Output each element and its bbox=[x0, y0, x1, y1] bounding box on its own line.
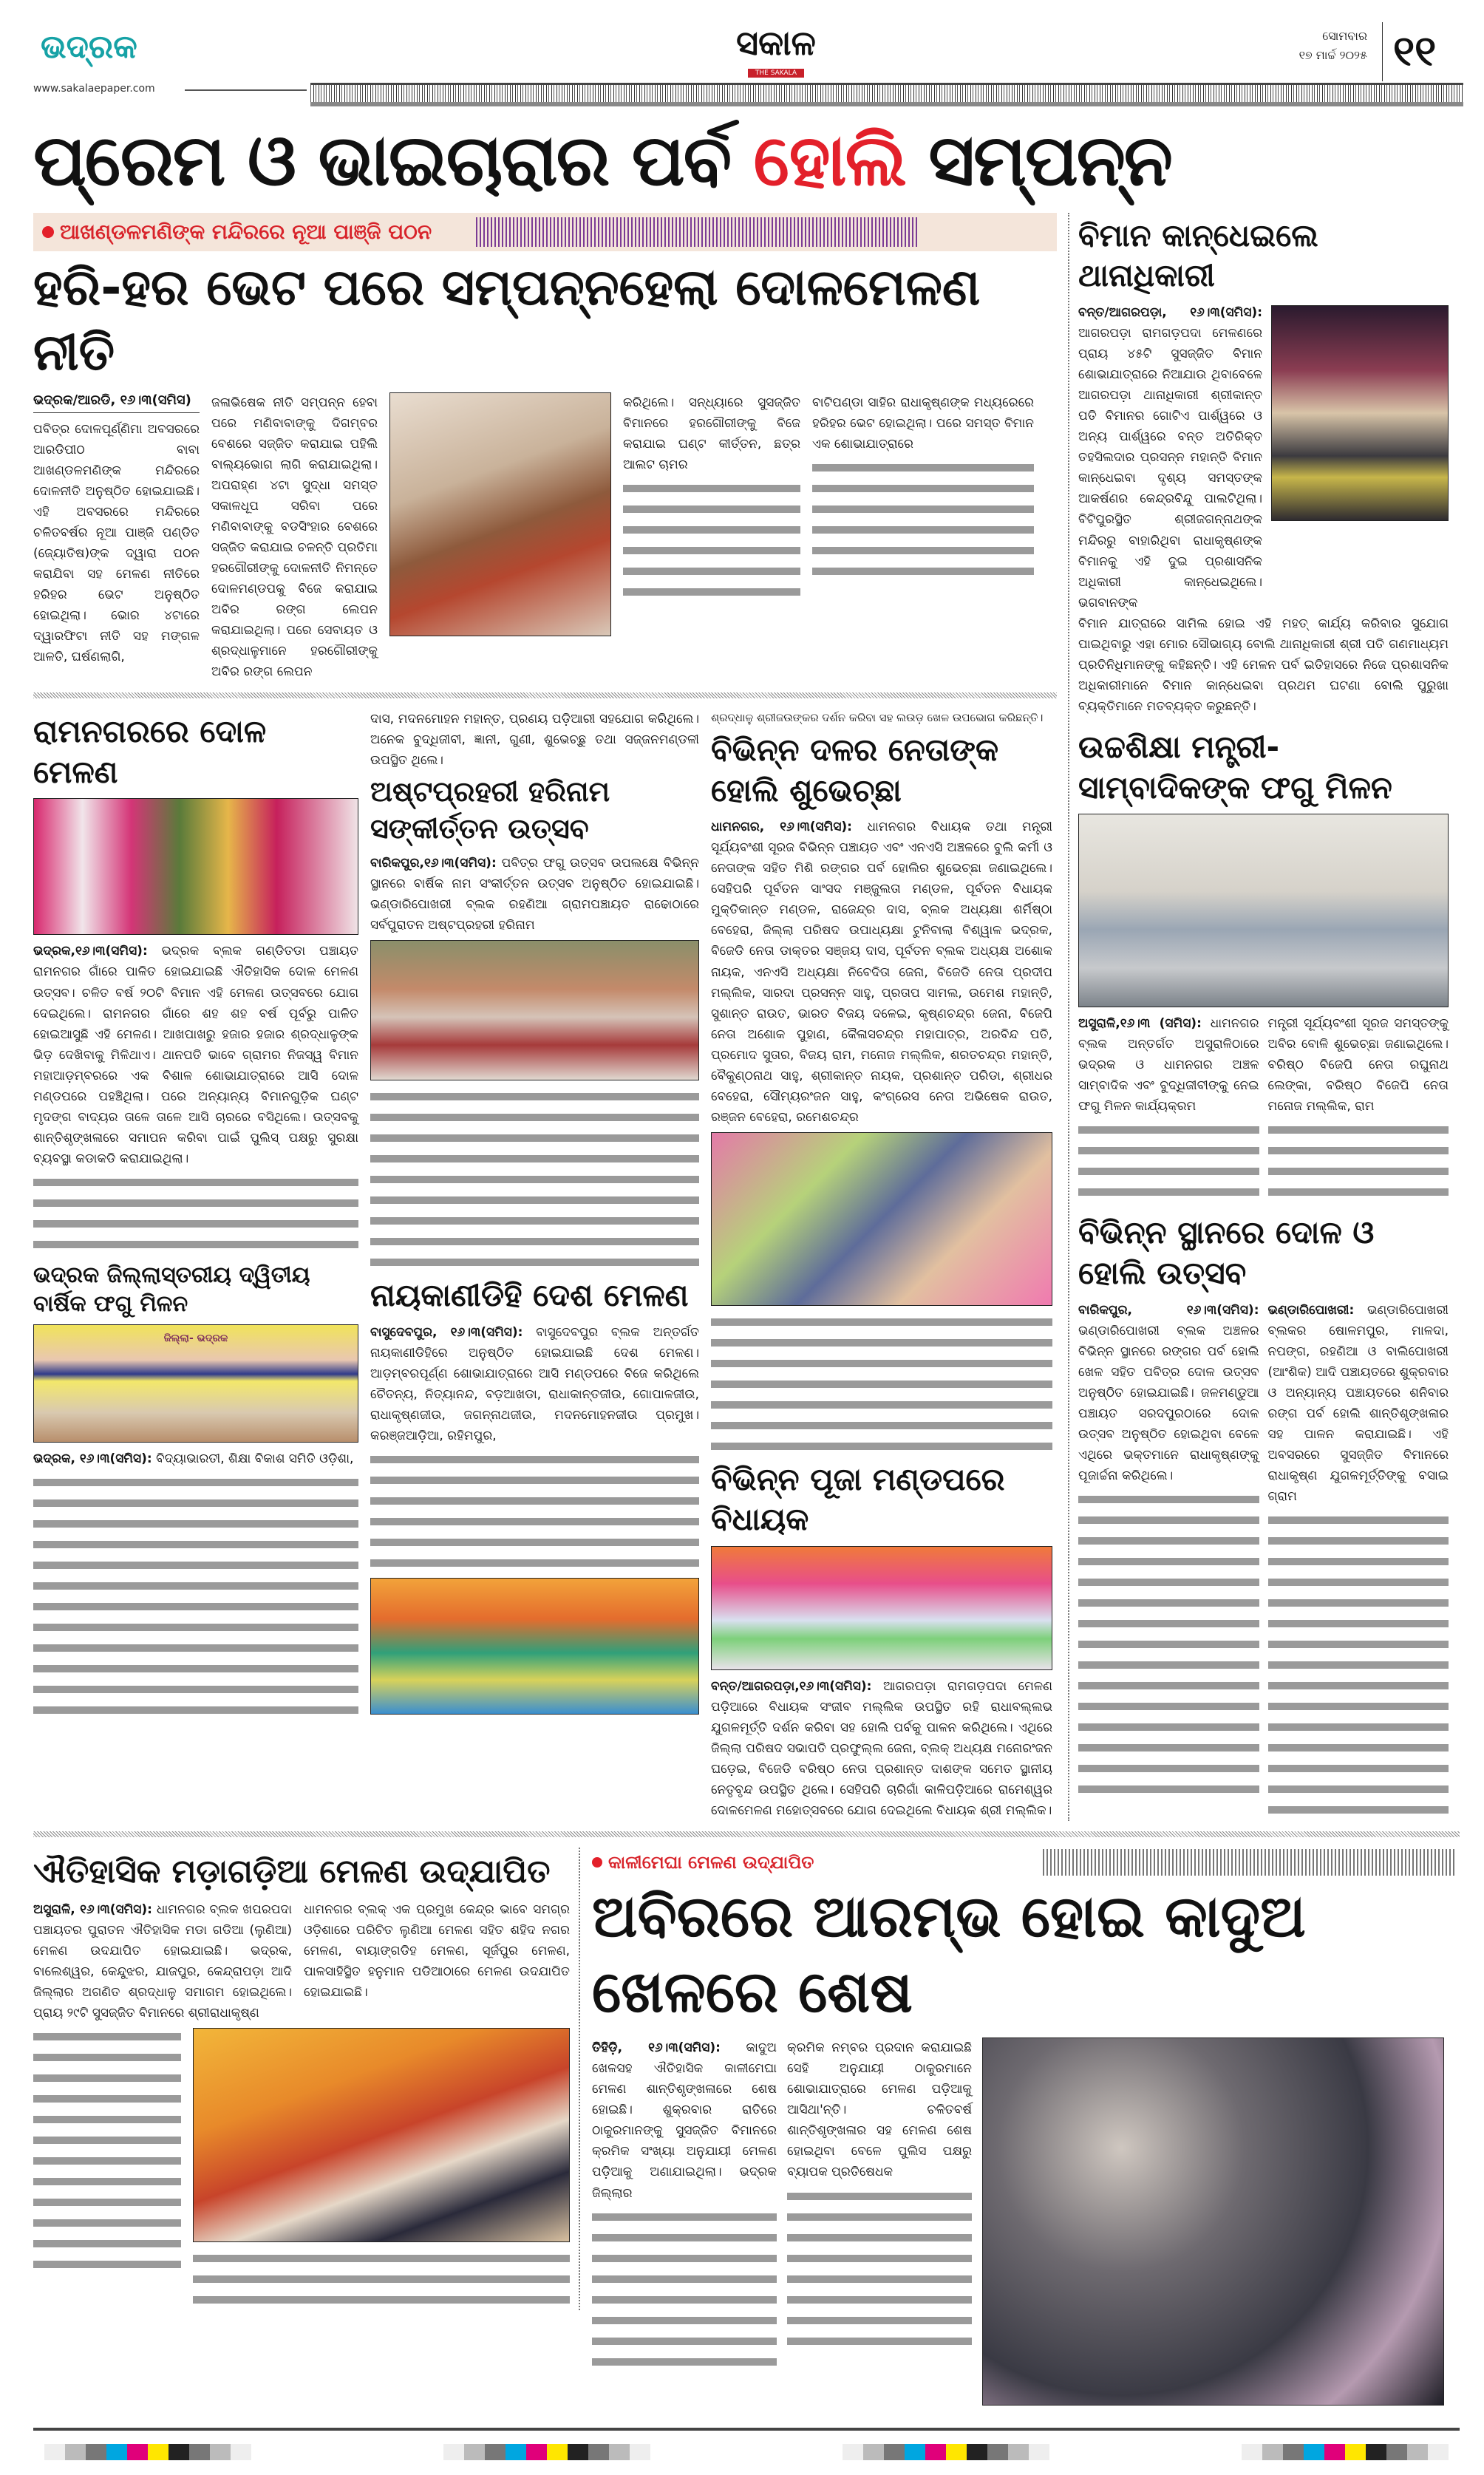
uchcha-headline: ଉଚ୍ଚଶିକ୍ଷା ମନ୍ତ୍ରୀ-ସାମ୍ବାଦିକଙ୍କ ଫଗୁ ମିଳନ bbox=[1078, 728, 1392, 806]
bhandaripokhari-dateline: ଭଣ୍ଡାରିପୋଖରୀ: bbox=[1267, 1302, 1355, 1318]
madagadia-headline: ଐତିହାସିକ ମଡ଼ାଗଡ଼ିଆ ମେଳଣ ଉଦ୍‌ଯାପିତ bbox=[33, 1853, 551, 1891]
text-continuation bbox=[787, 2186, 972, 2352]
bibhinna-sthana-headline: ବିଭିନ୍ନ ସ୍ଥାନରେ ଦୋଳ ଓ ହୋଲି ଉତ୍ସବ bbox=[1078, 1214, 1375, 1291]
lead-col4: ବାଟିପଣ୍ଡା ସାହିର ରାଧାକୃଷ୍ଣଙ୍କ ମଧ୍ୟରେରେ ହରିହର ଭେଟ ହୋଇଥିଲା। ପରେ ସମସ୍ତ ବିମାନ ଏକ ଶୋଭାଯାତ୍ରାରେ bbox=[812, 395, 1034, 452]
kalimegha-col1: କାଦୁଅ ଖେଳସହ ଐତିହାସିକ କାଳୀମେଘା ମେଳଣ ଶାନ୍ତିଶୃଙ୍ଖଳାରେ ଶେଷ ହୋଇଛି। ଶୁକ୍ରବାର ରାତିରେ ଠାକୁରମାନଙ୍କୁ ସୁସଜ୍ଜିତ ବିମାନରେ କ୍ରମିକ ସଂଖ୍ୟା ଅନୁଯାୟୀ ମେଳଣ ପଡ଼ିଆକୁ ଅଣାଯାଇଥିଲା। ଭଦ୍ରକ ଜିଲ୍ଲାର bbox=[592, 2040, 777, 2201]
kalimegha-dateline: ତିହିଡ଼ି, ୧୬।୩(ସମିସ): bbox=[592, 2040, 721, 2056]
madagadia-story bbox=[33, 1848, 580, 2309]
print-color-bar bbox=[44, 2444, 251, 2460]
column-c bbox=[711, 709, 1052, 1821]
kalimegha-kicker bbox=[592, 1848, 1457, 1877]
page-number: ୧୧ bbox=[1382, 22, 1463, 81]
decorative-bars bbox=[1043, 1849, 1457, 1876]
bottom-section bbox=[33, 1848, 1460, 2406]
text-continuation bbox=[370, 1449, 699, 1573]
headline-part2: ସମ୍ପନ୍ନ bbox=[928, 119, 1171, 202]
upper-section bbox=[33, 213, 1460, 1822]
kalimegha-column-2 bbox=[787, 2037, 972, 2351]
section-divider bbox=[33, 692, 1057, 698]
text-continuation bbox=[1268, 1510, 1449, 1820]
section-logo: ଭଦ୍ରକ bbox=[41, 28, 137, 66]
ashtaprahari-dateline: ବାରିକପୁର,୧୬।୩(ସମିସ): bbox=[370, 856, 497, 871]
website-url[interactable]: www.sakalaepaper.com bbox=[33, 83, 155, 95]
bibhinna-sthana-dateline: ବାରିକପୁର, ୧୬।୩(ସମିସ): bbox=[1078, 1302, 1259, 1318]
lead-column-1 bbox=[33, 392, 200, 668]
bibhinna-sthana-col2: ଭଣ୍ଡାରିପୋଖରୀ ବ୍ଲକର ଷୋଳମପୁର, ମାଳଦା, ନପଙ୍ଗ, ରହଣିଆ ଓ ବାଲିପୋଖରୀ (ଆଂଶିକ) ଆଦି ପଞ୍ଚାୟତରେ ଶୁକ୍ରବାର ଓ ଅନ୍ୟାନ୍ୟ ପଞ୍ଚାୟତରେ ଶନିବାର ରଙ୍ଗ ପର୍ବ ହୋଲି ଶାନ୍ତିଶୃଙ୍ଖଳାର ସହ ପାଳନ କରାଯାଇଛି। ଏହି ଅବସରରେ ସୁସଜ୍ଜିତ ବିମାନରେ ରାଧାକୃଷ୍ଣ ଯୁଗଳମୂର୍ତ୍ତିଙ୍କୁ ବସାଇ ଗ୍ରାମ bbox=[1267, 1302, 1449, 1504]
nayakanidihi-body: ବାସୁଦେବପୁର ବ୍ଲକ ଅନ୍ତର୍ଗତ ନାୟକାଣୀଡିହିରେ ଅନୁଷ୍ଠିତ ହୋଇଯାଇଛି ଦେଶ ମେଳଣ। ଆଡ଼ମ୍ବରପୂର୍ଣ୍ଣ ଶୋଭାଯାତ୍ରାରେ ଆସି ମଣ୍ଡପରେ ବିଜେ କରିଥିଲେ ଚୈତନ୍ୟ, ନିତ୍ୟାନନ୍ଦ, ବଡ଼ଆଖଡା, ରାଧାକାନ୍ତଜୀଉ, ଗୋପାଳଜୀଉ, ରାଧାକୃଷ୍ଣଜୀଉ, ଜଗନ୍ନାଥଜୀଉ, ମଦନମୋହନଜୀଉ ପ୍ରମୁଖ। କରଞ୍ଜଆଡ଼ିଆ, ରହିମପୁର, bbox=[370, 1324, 700, 1444]
bibhinna-sthana-column-2 bbox=[1268, 1300, 1449, 1820]
dal-neta-dateline: ଧାମନଗର, ୧୬।୩(ସମିସ): bbox=[711, 820, 852, 835]
right-column bbox=[1068, 213, 1449, 1822]
text-continuation bbox=[193, 2248, 570, 2310]
ramnagar-body: ଭଦ୍ରକ ବ୍ଲକ ଗଣ୍ଡିତଡା ପଞ୍ଚାୟତ ରାମନଗର ଗାଁରେ ପାଳିତ ହୋଇଯାଇଛି ଐତିହାସିକ ଦୋଳ ମେଳଣ ଉତ୍ସବ। ଚଳିତ ବର୍ଷ ୨୦ଟି ବିମାନ ଏହି ମେଳଣ ଉତ୍ସବରେ ଯୋଗ ଦେଇଥିଲେ। ରାମନଗର ଗାଁରେ ଶହ ଶହ ବର୍ଷ ପୂର୍ବରୁ ପାଳିତ ହୋଇଆସୁଛି ଏହି ମେଳଣ। ଆଖପାଖରୁ ହଜାର ହଜାର ଶ୍ରଦ୍ଧାଳୁଙ୍କ ଭିଡ଼ ଦେଖିବାକୁ ମିଳିଥାଏ। ଥାନପତି ଭାବେ ଗ୍ରାମର ନିଜସ୍ୱ ବିମାନ ମହାଆଡ଼ମ୍ବରରେ ଏକ ବିଶାଳ ଶୋଭାଯାତ୍ରାରେ ଆସି ଦୋଳ ମଣ୍ଡପରେ ପହଞ୍ଚିଥିଲା। ପରେ ଅନ୍ୟାନ୍ୟ ବିମାନଗୁଡ଼ିକ ଘଣ୍ଟ ମୃଦଙ୍ଗ ବାଦ୍ୟର ତାଳେ ତାଳେ ଆସି ଚାରରେ ବସିଥିଲେ। ଉତ୍ସବକୁ ଶାନ୍ତିଶୃଙ୍ଖଳାରେ ସମାପନ କରିବା ପାଇଁ ପୁଲିସ୍ ପକ୍ଷରୁ ସୁରକ୍ଷା ବ୍ୟବସ୍ଥା କଡାକଡି କରାଯାଇଥିଲା। bbox=[33, 944, 358, 1166]
text-continuation bbox=[592, 2207, 777, 2372]
kalimegha-body-row bbox=[592, 2037, 1457, 2406]
bibhinna-sthana-col1: ଭଣ୍ଡାରିପୋଖରୀ ବ୍ଲକ ଅଞ୍ଚଳର ବିଭିନ୍ନ ସ୍ଥାନରେ ରଙ୍ଗର ପର୍ବ ହୋଲି ଖେଳ ସହିତ ପବିତ୍ର ଦୋଳ ଉତ୍ସବ ଅନୁଷ୍ଠିତ ହୋଇଯାଇଛି। ଜଳମଣ୍ଡୁଆ ପଞ୍ଚାୟତ ସରଦପୁରଠାରେ ଦୋଳ ଉତ୍ସବ ଅନୁଷ୍ଠିତ ହୋଇଥିବା ବେଳେ ଏଥିରେ ଭକ୍ତମାନେ ରାଧାକୃଷ୍ଣଙ୍କୁ ପୂଜାର୍ଚ୍ଚନା କରିଥିଲେ। bbox=[1078, 1323, 1259, 1483]
print-color-bar bbox=[443, 2444, 650, 2460]
banner-text: ଜିଲ୍ଲା- ଭଦ୍ରକ bbox=[163, 1332, 228, 1344]
uchcha-column-1 bbox=[1078, 1013, 1259, 1202]
ashtaprahari-body: ପବିତ୍ର ଫଗୁ ଉତ୍ସବ ଉପଲକ୍ଷେ ବିଭିନ୍ନ ସ୍ଥାନରେ ବାର୍ଷିକ ନାମ ସଂକୀର୍ତ୍ତନ ଉତ୍ସବ ଅନୁଷ୍ଠିତ ହୋଇଯାଇଛି। ଭଣ୍ଡାରିପୋଖରୀ ବ୍ଲକ ରହଣିଆ ଗ୍ରାମପଞ୍ଚାୟତ ରାଢୋଠାରେ ସର୍ବପୁରାତନ ଅଷ୍ଟପ୍ରହରୀ ହରିନାମ bbox=[370, 856, 699, 933]
puja-mandap-dateline: ବନ୍ତ/ଆଗରପଡ଼ା,୧୬।୩(ସମିସ): bbox=[711, 1679, 872, 1695]
puja-mandap-headline: ବିଭିନ୍ନ ପୂଜା ମଣ୍ଡପରେ ବିଧାୟକ bbox=[711, 1460, 1005, 1538]
puja-mandap-body: ଆଗରପଡ଼ା ରାମଗଡ଼ପଦା ମେଳଣ ପଡ଼ିଆରେ ବିଧାୟକ ସଂଜୀବ ମଲ୍ଲିକ ଉପସ୍ଥିତ ରହି ରାଧାବଲ୍ଲଭ ଯୁଗଳମୂର୍ତ୍ତି ଦର୍ଶନ କରିବା ସହ ହୋଲି ପର୍ବକୁ ପାଳନ କରିଥିଲେ। ଏଥିରେ ଜିଲ୍ଲା ପରିଷଦ ସଭାପତି ପ୍ରଫୁଲ୍ଲ ଜେନା, ବ୍ଲକ୍ ଅଧ୍ୟକ୍ଷ ମନୋରଂଜନ ଘଡ଼େଇ, ବିଜେଡି ବରିଷ୍ଠ ନେତା ପ୍ରଶାନ୍ତ ଦାଶଙ୍କ ସମେତ ସ୍ଥାନୀୟ ନେତୃବୃନ୍ଦ ଉପସ୍ଥିତ ଥିଲେ। ସେହିପରି ଚାରିଗାଁ କାଳିପଡ଼ିଆରେ ରାମେଶ୍ୱର ଦୋଳମେଳଣ ମହୋତ୍ସବରେ ଯୋଗ ଦେଇଥିଲେ ବିଧାୟକ ଶ୍ରୀ ମଲ୍ଲିକ। bbox=[711, 1679, 1052, 1819]
biman-headline: ବିମାନ କାନ୍ଧେଇଲେ ଥାନାଧିକାରୀ bbox=[1078, 217, 1318, 294]
text-continuation bbox=[1078, 1489, 1259, 1800]
biman-body-row bbox=[1078, 302, 1449, 613]
nayakanidihi-photo bbox=[370, 1578, 699, 1715]
phagu-milan-headline: ଭଦ୍ରକ ଜିଲ୍ଲାସ୍ତରୀୟ ଦ୍ୱିତୀୟ ବାର୍ଷିକ ଫଗୁ ମିଳନ bbox=[33, 1262, 310, 1317]
bibhinna-sthana-column-1 bbox=[1078, 1300, 1259, 1800]
dal-neta-photo bbox=[711, 1132, 1052, 1306]
biman-dateline: ବନ୍ତ/ଆଗରପଡ଼ା, ୧୬।୩(ସମିସ): bbox=[1078, 304, 1262, 320]
madagadia-photo-column bbox=[193, 2023, 570, 2310]
print-color-bar bbox=[1242, 2444, 1449, 2460]
madagadia-photo bbox=[193, 2028, 570, 2242]
bibhinna-sthana-body-row bbox=[1078, 1300, 1449, 1820]
ramnagar-photo bbox=[33, 798, 358, 935]
page-headline bbox=[33, 115, 1460, 207]
madagadia-lower-row bbox=[33, 2023, 570, 2310]
ramnagar-headline: ରାମନଗରରେ ଦୋଳ ମେଳଣ bbox=[33, 713, 267, 790]
dal-neta-headline: ବିଭିନ୍ନ ଦଳର ନେତାଙ୍କ ହୋଲି ଶୁଭେଚ୍ଛା bbox=[711, 731, 999, 808]
text-continuation bbox=[1078, 1120, 1259, 1202]
kalimegha-photo bbox=[982, 2037, 1444, 2406]
nayakanidihi-dateline: ବାସୁଦେବପୁର, ୧୬।୩(ସମିସ): bbox=[370, 1324, 523, 1340]
print-color-bars bbox=[33, 2431, 1460, 2475]
kalimegha-column-1 bbox=[592, 2037, 777, 2372]
second-row bbox=[33, 709, 1057, 1821]
lead-kicker bbox=[33, 213, 1057, 251]
kalimegha-col2: କ୍ରମିକ ନମ୍ବର ପ୍ରଦାନ କରାଯାଇଛି ସେହି ଅନୁଯାୟୀ ଠାକୁରମାନେ ଶୋଭାଯାତ୍ରାରେ ମେଳଣ ପଡ଼ିଆକୁ ଆସିଥା'ନ୍ତି। ଚଳିତବର୍ଷ ଶାନ୍ତିଶୃଙ୍ଖଳାର ସହ ମେଳଣ ଶେଷ ହୋଇଥିବା ବେଳେ ପୁଲିସ ପକ୍ଷରୁ ବ୍ୟାପକ ପ୍ରତିଷେଧକ bbox=[787, 2040, 972, 2180]
column-a bbox=[33, 709, 358, 1720]
ashtaprahari-headline: ଅଷ୍ଟପ୍ରହରୀ ହରିନାମ ସଙ୍କୀର୍ତ୍ତନ ଉତ୍ସବ bbox=[370, 775, 610, 845]
lead-story-body bbox=[33, 392, 1057, 683]
kicker-text: ଆଖଣ୍ଡଳମଣିଙ୍କ ମନ୍ଦିରରେ ନୂଆ ପାଞ୍ଜି ପଠନ bbox=[60, 219, 432, 245]
text-continuation bbox=[812, 457, 1034, 582]
dal-neta-body: ଧାମନଗର ବିଧାୟକ ତଥା ମନ୍ତ୍ରୀ ସୂର୍ଯ୍ୟବଂଶୀ ସୂରଜ ବିଭିନ୍ନ ପଞ୍ଚାୟତ ଏବଂ ଏନଏସି ଅଞ୍ଚଳରେ ବୁଲି କର୍ମୀ ଓ ନେତାଙ୍କ ସହିତ ମିଶି ରଙ୍ଗର ପର୍ବ ହୋଲିର ଶୁଭେଚ୍ଛା ଜଣାଇଥିଲେ। ସେହିପରି ପୂର୍ବତନ ସାଂସଦ ମଞ୍ଜୁଲତା ମଣ୍ଡଳ, ପୂର୍ବତନ ବିଧାୟକ ମୁକ୍ତିକାନ୍ତ ମଣ୍ଡଳ, ରାଜେନ୍ଦ୍ର ଦାସ, ବ୍ଲକ ଅଧ୍ୟକ୍ଷା ଶର୍ମିଷ୍ଠା ବେହେରା, ଜିଲ୍ଲା ପରିଷଦ ଉପାଧ୍ୟକ୍ଷା ଟୁନିବାଲା ବିଶ୍ୱାଳ ଭଦ୍ରକ, ବିଜେଡି ନେତା ଡାକ୍ତର ସଞ୍ଜୟ ଦାସ, ପୂର୍ବତନ ବ୍ଲକ ଅଧ୍ୟକ୍ଷ ଅଶୋକ ନାୟକ, ଏନଏସି ଅଧ୍ୟକ୍ଷା ନିବେଦିତା ଜେନା, ବିଜେଡି ନେତା ପ୍ରଦୀପ ମଲ୍ଲିକ, ସାରଦା ପ୍ରସନ୍ନ ସାହୁ, ପ୍ରତାପ ସାମଲ, ଉମେଶ ମହାନ୍ତି, ସୁଶାନ୍ତ ରାଉତ, ଭାରତ ବିଜୟ ଦଳେଇ, କୃଷ୍ଣଚନ୍ଦ୍ର ଜେନା, ବିଜେପି ନେତା ଅଶୋକ ପୁହାଣ, କୈଳାସଚନ୍ଦ୍ର ମହାପାତ୍ର, ଅରବିନ୍ଦ ପତି, ପ୍ରମୋଦ ସୁତାର, ବିଜୟ ରାମ, ମନୋଜ ମଲ୍ଲିକ, ଶରତଚନ୍ଦ୍ର ମହାନ୍ତି, ବୈକୁଣ୍ଠନାଥ ସାହୁ, ଶ୍ରୀକାନ୍ତ ନାୟକ, ପ୍ରଶାନ୍ତ ପରିଡା, ଶ୍ରୀଧର ବେହେରା, ସୌମ୍ୟରଂଜନ ସାହୁ, କଂଗ୍ରେସ ନେତା ଅଭିଷେକ ରାଉତ, ରଞ୍ଜନ ବେହେରା, ରମେଶଚନ୍ଦ୍ର bbox=[711, 820, 1052, 1125]
bullet-icon bbox=[42, 226, 54, 238]
text-continuation bbox=[1268, 1120, 1449, 1202]
text-continuation bbox=[370, 1086, 699, 1273]
madagadia-col2: ଧାମନଗର ବ୍ଲକ୍ ଏକ ପ୍ରମୁଖ କେନ୍ଦ୍ର ଭାବେ ସମଗ୍ର ଓଡ଼ିଶାରେ ପରିଚିତ ଲୁଣିଆ ମେଳଣ ସହିତ ଶହିଦ ନଗର ମେଳଣ, ବାୟାଙ୍ଗଡିହ ମେଳଣ, ସୂର୍ଜପୁର ମେଳଣ, ପାଳସାହିସ୍ଥିତ ହନୁମାନ ପଡିଆଠାରେ ମେଳଣ ଉଦଯାପିତ ହୋଇଯାଇଛି। bbox=[304, 1902, 570, 2000]
section-divider bbox=[33, 1831, 1460, 1837]
kalimegha-story bbox=[592, 1848, 1457, 2406]
uchcha-col1: ଧାମନଗର ବ୍ଲକ ଅନ୍ତର୍ଗତ ଅସୁରାଳିଠାରେ ଭଦ୍ରକ ଓ ଧାମନଗର ଅଞ୍ଚଳ ସାମ୍ବାଦିକ ଏବଂ ବୁଦ୍ଧିଜୀବୀଙ୍କୁ ନେଇ ଫଗୁ ମିଳନ କାର୍ଯ୍ୟକ୍ରମ bbox=[1078, 1016, 1259, 1114]
text-continuation bbox=[33, 2026, 181, 2275]
ashtaprahari-photo bbox=[370, 940, 699, 1080]
text-continuation bbox=[33, 1472, 358, 1720]
continued-body: ଦାସ, ମଦନମୋହନ ମହାନ୍ତ, ପ୍ରଣୟ ପଡ଼ିଆରୀ ସହଯୋଗ କରିଥିଲେ। ଅନେକ ବୁଦ୍ଧିଜୀବୀ, ଜ୍ଞାନୀ, ଗୁଣୀ, ଶୁଭେଚ୍ଛୁ ତଥା ସଜ୍ଜନମଣ୍ଡଳୀ ଉପସ୍ଥିତ ଥିଲେ। bbox=[370, 712, 699, 769]
lead-col3: କରିଥିଲେ। ସନ୍ଧ୍ୟାରେ ସୁସଜ୍ଜିତ ବିମାନରେ ହରଗୌରୀଙ୍କୁ ବିଜେ କରାଯାଇ ଘଣ୍ଟ କୀର୍ତ୍ତନ, ଛତ୍ର ଆଲଟ ଚାମର bbox=[623, 395, 800, 472]
lead-column-4 bbox=[812, 392, 1034, 582]
decorative-bars bbox=[476, 217, 919, 247]
kalimegha-headline: ଅବିରରେ ଆରମ୍ଭ ହୋଇ କାଦୁଅ ଖେଳରେ ଶେଷ bbox=[592, 1884, 1306, 2026]
lead-dateline: ଭଦ୍ରକ/ଆରଡି, ୧୬।୩(ସମିସ) bbox=[33, 392, 200, 413]
madagadia-dateline: ଅସୁରାଳି, ୧୬।୩(ସମିସ): bbox=[33, 1902, 152, 1917]
phagu-milan-dateline: ଭଦ୍ରକ, ୧୬।୩(ସମିସ): bbox=[33, 1451, 152, 1466]
masthead-name: ସକାଳ bbox=[736, 23, 816, 63]
text-continuation bbox=[623, 478, 800, 602]
bullet-icon bbox=[592, 1857, 602, 1868]
headline-part1: ପ୍ରେମ ଓ ଭାଇଚାରାର ପର୍ବ bbox=[33, 119, 731, 202]
uchcha-dateline: ଅସୁରାଳି,୧୬।୩ (ସମିସ): bbox=[1078, 1016, 1202, 1032]
column-b bbox=[370, 709, 699, 1720]
phagu-milan-photo bbox=[33, 1324, 358, 1443]
dal-neta-lead-in: ଶ୍ରଦ୍ଧାଳୁ ଶ୍ରୀଜଉଙ୍କର ଦର୍ଶନ କରିବା ସହ ଲଉଡ଼ ଖେଳ ଉପଭୋଗ କରିଛନ୍ତି। bbox=[711, 711, 1044, 725]
lead-col2: ଜଳାଭିଷେକ ନୀତି ସମ୍ପନ୍ନ ହେବା ପରେ ମଣିବାବାଙ୍କୁ ଦିଗମ୍ବର ବେଶରେ ସଜ୍ଜିତ କରାଯାଇ ପହିଲି ବାଲ୍ୟଭୋଗ ଲାଗି କରାଯାଇଥିଲା। ଅପରାହ୍ଣ ୪ଟା ସୁଦ୍ଧା ସମସ୍ତ ସକାଳଧୂପ ସରିବା ପରେ ମଣିବାବାଙ୍କୁ ବଡସିଂହାର ବେଶରେ ସଜ୍ଜିତ କରାଯାଇ ଚଳନ୍ତି ପ୍ରତିମା ହରଗୌରୀଙ୍କୁ ଦୋଳନୀତି ନିମନ୍ତେ ଦୋଳମଣ୍ଡପକୁ ବିଜେ କରାଯାଇ ଅବିର ରଙ୍ଗ ଲେପନ କରାଯାଇଥିଲା। ପରେ ସେବାୟତ ଓ ଶ୍ରଦ୍ଧାଳୁମାନେ ହରଗୌରୀଙ୍କୁ ଅବିର ରଙ୍ଗ ଲେପନ bbox=[211, 395, 378, 680]
lead-headline: ହରି-ହର ଭେଟ ପରେ ସମ୍ପନ୍ନହେଲା ଦୋଳମେଳଣ ନୀତି bbox=[33, 258, 981, 383]
headline-highlight: ହୋଲି bbox=[753, 119, 905, 202]
puja-mandap-photo bbox=[711, 1546, 1052, 1670]
uchcha-column-2 bbox=[1268, 1013, 1449, 1202]
madagadia-body-row bbox=[33, 1899, 570, 2023]
kicker-text: କାଳୀମେଘା ମେଳଣ ଉଦ୍‌ଯାପିତ bbox=[608, 1851, 814, 1873]
phagu-milan-body: ବିଦ୍ୟାଭାରତୀ, ଶିକ୍ଷା ବିକାଶ ସମିତି ଓଡ଼ିଶା, bbox=[156, 1451, 354, 1466]
biman-photo bbox=[1271, 305, 1449, 521]
lead-col1: ପବିତ୍ର ଦୋଳପୂର୍ଣ୍ଣିମା ଅବସରରେ ଆରଡିପୀଠ ବାବା ଆଖଣ୍ଡଳମଣିଙ୍କ ମନ୍ଦିରରେ ଦୋଳନୀତି ଅନୁଷ୍ଠିତ ହୋଇଯାଇଛି। ଏହି ଅବସରରେ ମନ୍ଦିରରେ ଚଳିତବର୍ଷର ନୂଆ ପାଞ୍ଜି ପଣ୍ଡିତ (ଜ୍ୟୋତିଷ)ଙ୍କ ଦ୍ୱାରା ପଠନ କରାଯିବା ସହ ମେଳଣ ନୀତିରେ ହରିହର ଭେଟ ଅନୁଷ୍ଠିତ ହୋଇଥିଲା। ଭୋର ୪ଟାରେ ଦ୍ୱାରଫିଟା ନୀତି ସହ ମଙ୍ଗଳ ଆଳତି, ଘର୍ଷଣଲାଗି, bbox=[33, 421, 200, 665]
nayakanidihi-headline: ନାୟକାଣୀଡିହି ଦେଶ ମେଳଣ bbox=[370, 1277, 689, 1314]
left-area bbox=[33, 213, 1057, 1822]
uchcha-photo bbox=[1078, 814, 1449, 1007]
ramnagar-dateline: ଭଦ୍ରକ,୧୬।୩(ସମିସ): bbox=[33, 944, 148, 959]
biman-body: ଆଗରପଡ଼ା ରାମଗଡ଼ପଦା ମେଳଣରେ ପ୍ରାୟ ୪୫ଟି ସୁସଜ୍ଜିତ ବିମାନ ଶୋଭାଯାତ୍ରାରେ ନିଆଯାଉ ଥିବାବେଳେ ଆଗରପଡ଼ା ଥାନାଧିକାରୀ ଶ୍ରୀକାନ୍ତ ପତି ବିମାନର ଗୋଟିଏ ପାର୍ଶ୍ୱରେ ଓ ଅନ୍ୟ ପାର୍ଶ୍ୱରେ ବନ୍ତ ଅତିରିକ୍ତ ତହସିଲଦାର ପ୍ରସନ୍ନ ମହାନ୍ତି ବିମାନ କାନ୍ଧେଇବା ଦୃଶ୍ୟ ସମସ୍ତଙ୍କ ଆକର୍ଷଣର କେନ୍ଦ୍ରବିନ୍ଦୁ ପାଲଟିଥିଲା। ବିଟିପୁରସ୍ଥିତ ଶ୍ରୀଜଗନ୍ନାଥଙ୍କ ମନ୍ଦିରରୁ ବାହାରିଥିବା ରାଧାକୃଷ୍ଣଙ୍କ ବିମାନକୁ ଏହି ଦୁଇ ପ୍ରଶାସନିକ ଅଧିକାରୀ କାନ୍ଧେଇଥିଲେ। ଭଗବାନଙ୍କ bbox=[1078, 326, 1262, 610]
masthead-subtitle: THE SAKALA bbox=[748, 69, 804, 78]
print-color-bar bbox=[843, 2444, 1049, 2460]
text-continuation bbox=[33, 1172, 358, 1255]
text-continuation bbox=[711, 1312, 1052, 1457]
date: ୧୭ ମାର୍ଚ୍ଚ ୨୦୨୫ bbox=[1298, 48, 1367, 62]
uchcha-body-row bbox=[1078, 1013, 1449, 1202]
madagadia-col1: ଧାମନଗର ବ୍ଲକ ଖପରପଦା ପଞ୍ଚାୟତର ପୁରାତନ ଐତିହାସିକ ମଡା ଗଡିଆ (ଲୁଣିଆ) ମେଳଣ ଉଦଯାପିତ ହୋଇଯାଇଛି। ଭଦ୍ରକ, ବାଲେଶ୍ୱର, କେନ୍ଦୁଝର, ଯାଜପୁର, କେନ୍ଦ୍ରାପଡ଼ା ଆଦି ଜିଲ୍ଲାର ଅଗଣିତ ଶ୍ରଦ୍ଧାଳୁ ସମାଗମ ହୋଇଥିଲେ। ପ୍ରାୟ ୨୯ଟି ସୁସଜ୍ଜିତ ବିମାନରେ ଶ୍ରୀରାଧାକୃଷ୍ଣ bbox=[33, 1902, 292, 2020]
lead-column-3 bbox=[623, 392, 800, 602]
uchcha-col2: ମନ୍ତ୍ରୀ ସୂର୍ଯ୍ୟବଂଶୀ ସୂରଜ ସମସ୍ତଙ୍କୁ ଅବିର ବୋଳି ଶୁଭେଚ୍ଛା ଜଣାଇଥିଲେ। ବରିଷ୍ଠ ବିଜେପି ନେତା ରଘୁନାଥ ଲେଙ୍କା, ବରିଷ୍ଠ ବିଜେପି ନେତା ମନୋଜ ମଲ୍ଲିକ, ରାମ bbox=[1267, 1016, 1449, 1114]
lead-photo bbox=[389, 392, 611, 636]
biman-body-2: ବିମାନ ଯାତ୍ରାରେ ସାମିଲ ହୋଇ ଏହି ମହତ୍ କାର୍ଯ୍ୟ କରିବାର ସୁଯୋଗ ପାଇଥିବାରୁ ଏହା ମୋର ସୌଭାଗ୍ୟ ବୋଲି ଥାନାଧିକାରୀ ଶ୍ରୀ ପତି ଗଣମାଧ୍ୟମ ପ୍ରତିନିଧିମାନଙ୍କୁ କହିଛନ୍ତି। ଏହି ମେଳନ ପର୍ବ ଇତିହାସରେ ନିଜେ ପ୍ରଶାସନିକ ଅଧିକାରୀମାନେ ବିମାନ କାନ୍ଧେଇବା ପ୍ରଥମ ଘଟଣା ବୋଲି ପୁରୁଖା ବ୍ୟକ୍ତିମାନେ ମତବ୍ୟକ୍ତ କରୁଛନ୍ତି। bbox=[1078, 616, 1449, 714]
day: ସୋମବାର bbox=[1322, 29, 1367, 43]
